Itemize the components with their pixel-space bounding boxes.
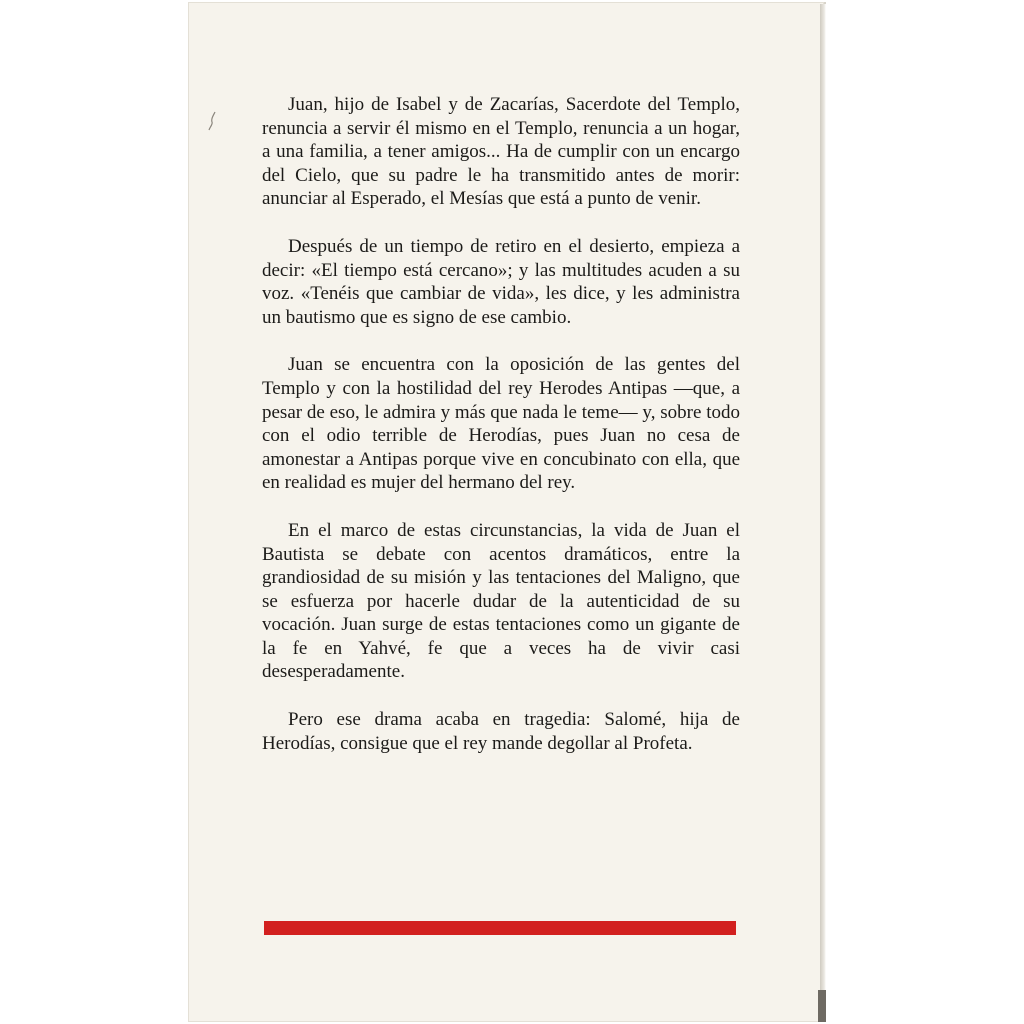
blurb-paragraph-3: Juan se encuentra con la oposición de las gentes del Templo y con la hostilidad del rey Herodes Antipas —que, a pesar de eso, le admira y más que nada le teme— y, sobre todo con el odio terrible de Herodías, pues Juan no cesa de amonestar a Antipas porque vive en concubinato con ella, que en realidad es mujer del hermano del rey.	[262, 354, 740, 494]
blurb-text	[262, 93, 740, 779]
blurb-paragraph-1: Juan, hijo de Isabel y de Zacarías, Sacerdote del Templo, renuncia a servir él mismo en el Templo, renuncia a un hogar, a una familia, a tener amigos... Ha de cumplir con un encargo del Cielo, que su padre le ha transmitido antes de morir: anunciar al Esperado, el Mesías que está a punto de venir.	[262, 94, 740, 210]
blurb-paragraph-4: En el marco de estas circunstancias, la vida de Juan el Bautista se debate con acentos dramáticos, entre la grandiosidad de su misión y las tentaciones del Maligno, que se esfuerza por hacerle dudar de la autenticidad de su vocación. Juan surge de estas tentaciones como un gigante de la fe en Yahvé, fe que a veces ha de vivir casi desesperadamente.	[262, 519, 740, 683]
cover-corner-shadow	[818, 990, 826, 1022]
blurb-paragraph-2: Después de un tiempo de retiro en el desierto, empieza a decir: «El tiempo está cercano»; y las multitudes acuden a su voz. «Tenéis que cambiar de vida», les dice, y les administra un bautismo que es signo de ese cambio.	[262, 235, 740, 328]
pencil-mark-icon	[206, 110, 220, 132]
blurb-paragraph-5: Pero ese drama acaba en tragedia: Salomé, hija de Herodías, consigue que el rey mande degollar al Profeta.	[262, 709, 740, 754]
cover-edge-shadow	[820, 4, 826, 1022]
red-accent-bar	[264, 921, 736, 935]
